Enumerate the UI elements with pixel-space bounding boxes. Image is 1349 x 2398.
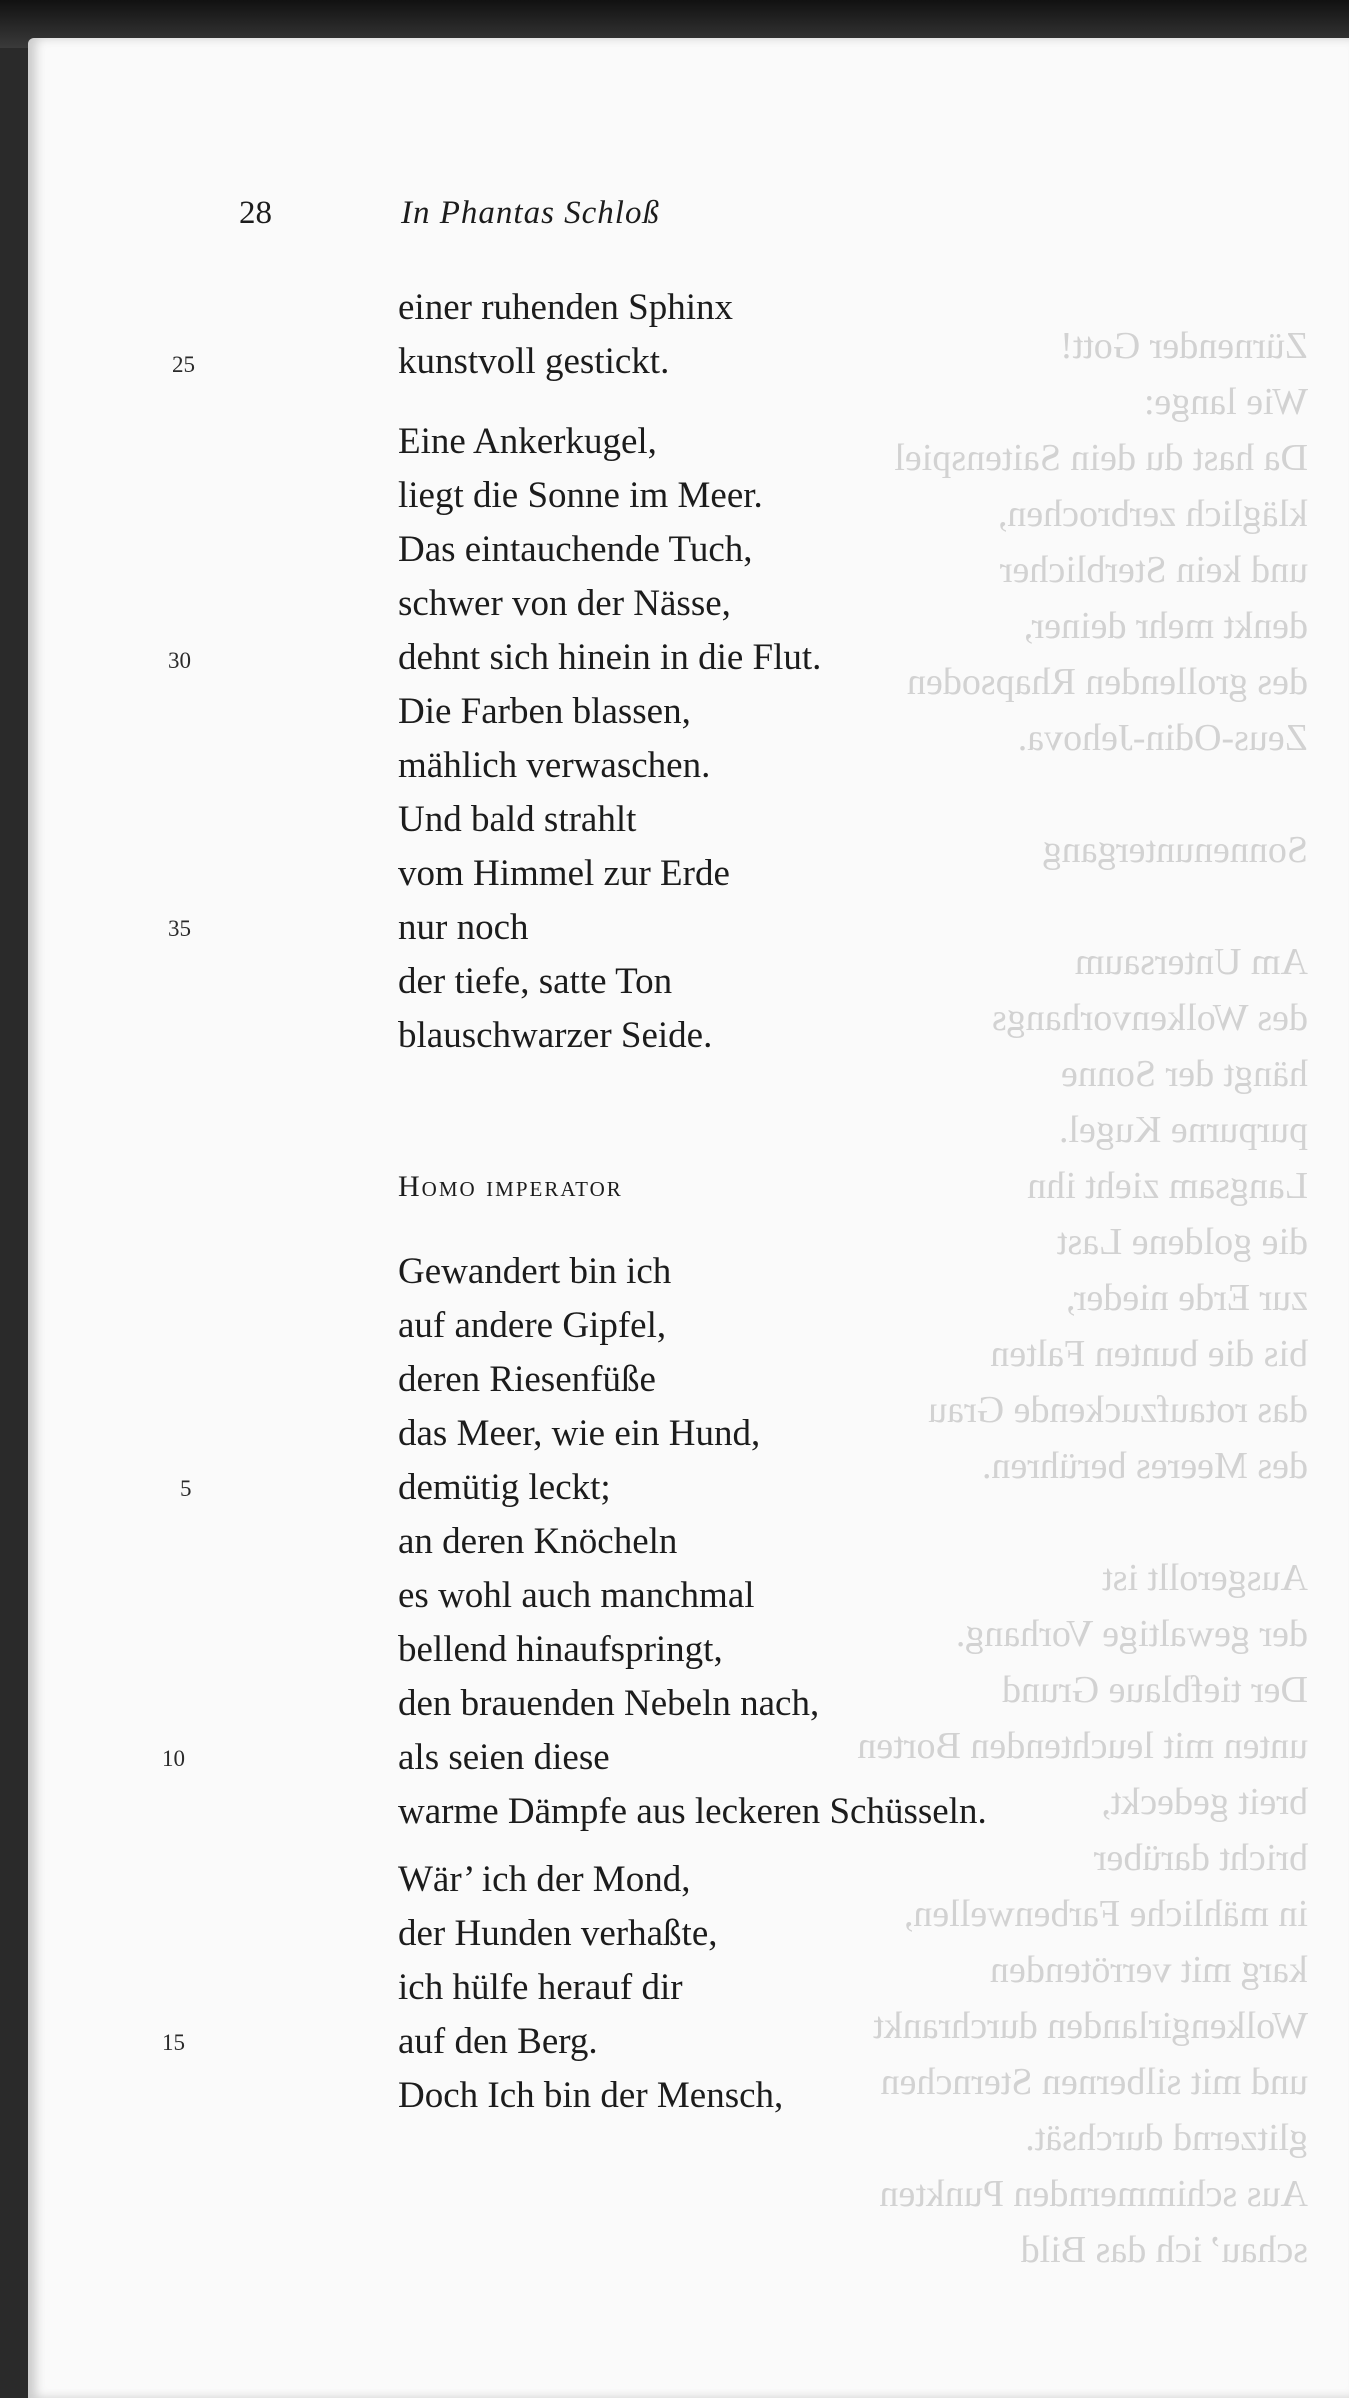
poem-line: ich hülfe herauf dir	[398, 1967, 683, 2008]
bleed-through-line: in mähliche Farbenwellen,	[903, 1893, 1308, 1935]
poem-line: Gewandert bin ich	[398, 1251, 672, 1292]
bleed-through-line: Der tiefblaue Grund	[1002, 1669, 1308, 1711]
poem-line: der tiefe, satte Ton	[398, 961, 673, 1002]
poem-line: Doch Ich bin der Mensch,	[398, 2075, 784, 2116]
bleed-through-line: unten mit leuchtenden Borten	[857, 1725, 1308, 1767]
bleed-through-line: und kein Sterblicher	[999, 549, 1308, 591]
line-number: 30	[168, 648, 191, 673]
bleed-through-line: Wolkengirlanden durchrankt	[873, 2005, 1308, 2047]
line-number: 5	[180, 1476, 192, 1501]
bleed-through-line: schau’ ich das Bild	[1020, 2229, 1308, 2271]
bleed-through-line	[788, 878, 1308, 934]
book-page	[28, 38, 1349, 2398]
bleed-through-text	[788, 318, 1308, 2278]
bleed-through-line: Zürnender Gott!	[1060, 325, 1308, 367]
bleed-through-line: Am Untersaum	[1074, 941, 1308, 983]
bleed-through-line: die goldene Last	[1056, 1221, 1308, 1263]
poem-line: deren Riesenfüße	[398, 1359, 656, 1400]
poem-line: der Hunden verhaßte,	[398, 1913, 718, 1954]
bleed-through-line	[788, 1494, 1308, 1550]
poem-line: vom Himmel zur Erde	[398, 853, 730, 894]
bleed-through-line: breit gedeckt,	[1101, 1781, 1308, 1823]
bleed-through-line: Sonnenuntergang	[1042, 829, 1308, 871]
line-number: 10	[162, 1746, 185, 1771]
poem-line: an deren Knöcheln	[398, 1521, 678, 1562]
bleed-through-line: Da hast du dein Saitenspiel	[894, 437, 1308, 479]
bleed-through-line: und mit silbernen Sternchen	[880, 2061, 1308, 2103]
bleed-through-line	[788, 766, 1308, 822]
bleed-through-line: denkt mehr deiner,	[1023, 605, 1308, 647]
bleed-through-line: des grollenden Rhapsoden	[906, 661, 1308, 703]
bleed-through-line: karg mit verrötenden	[990, 1949, 1308, 1991]
line-number: 15	[162, 2030, 185, 2055]
bleed-through-line: Langsam zieht ihn	[1027, 1165, 1308, 1207]
bleed-through-line: bis die bunten Falten	[990, 1333, 1308, 1375]
poem-line: blauschwarzer Seide.	[398, 1015, 713, 1056]
poem-line: mählich verwaschen.	[398, 745, 711, 786]
bleed-through-line: hängt der Sonne	[1061, 1053, 1308, 1095]
poem-line: Das eintauchende Tuch,	[398, 529, 753, 570]
poem-line: demütig leckt;	[398, 1467, 611, 1508]
poem-line: warme Dämpfe aus leckeren Schüsseln.	[398, 1791, 987, 1832]
poem-line: das Meer, wie ein Hund,	[398, 1413, 761, 1454]
bleed-through-line: des Meeres berühren.	[981, 1445, 1308, 1487]
bleed-through-line: Ausgerollt ist	[1102, 1557, 1308, 1599]
poem-line: bellend hinaufspringt,	[398, 1629, 723, 1670]
poem-line: Und bald strahlt	[398, 799, 637, 840]
bleed-through-line: das rotaufzuckende Grau	[928, 1389, 1308, 1431]
poem-line: liegt die Sonne im Meer.	[398, 475, 763, 516]
bleed-through-line: glitzernd durchsät.	[1025, 2117, 1308, 2159]
poem-line: auf andere Gipfel,	[398, 1305, 667, 1346]
running-header-title: In Phantas Schloß	[401, 195, 660, 231]
poem-title: Homo imperator	[398, 1170, 623, 1203]
line-number: 25	[172, 352, 195, 377]
page-number: 28	[239, 195, 272, 231]
bleed-through-line: Zeus-Odin-Jehova.	[1017, 717, 1308, 759]
poem-line: nur noch	[398, 907, 529, 948]
bleed-through-line: der gewaltige Vorhang.	[955, 1613, 1308, 1655]
poem-line: als seien diese	[398, 1737, 610, 1778]
poem-line: dehnt sich hinein in die Flut.	[398, 637, 822, 678]
poem-line: auf den Berg.	[398, 2021, 598, 2062]
bleed-through-line: bricht darüber	[1093, 1837, 1308, 1879]
bleed-through-line: kläglich zerbrochen,	[997, 493, 1308, 535]
bleed-through-line: zur Erde nieder,	[1065, 1277, 1308, 1319]
poem-line: Eine Ankerkugel,	[398, 421, 657, 462]
line-number: 35	[168, 916, 191, 941]
poem-line: einer ruhenden Sphinx	[398, 287, 733, 328]
bleed-through-line: des Wolkenvorhangs	[991, 997, 1308, 1039]
poem-line: den brauenden Nebeln nach,	[398, 1683, 820, 1724]
poem-line: schwer von der Nässe,	[398, 583, 731, 624]
bleed-through-line: Wie lange:	[1143, 381, 1308, 423]
bleed-through-line: purpurne Kugel.	[1058, 1109, 1308, 1151]
poem-line: kunstvoll gestickt.	[398, 341, 670, 382]
poem-line: Wär’ ich der Mond,	[398, 1859, 691, 1900]
poem-line: es wohl auch manchmal	[398, 1575, 755, 1616]
poem-line: Die Farben blassen,	[398, 691, 691, 732]
bleed-through-line: Aus schimmernden Punkten	[879, 2173, 1308, 2215]
